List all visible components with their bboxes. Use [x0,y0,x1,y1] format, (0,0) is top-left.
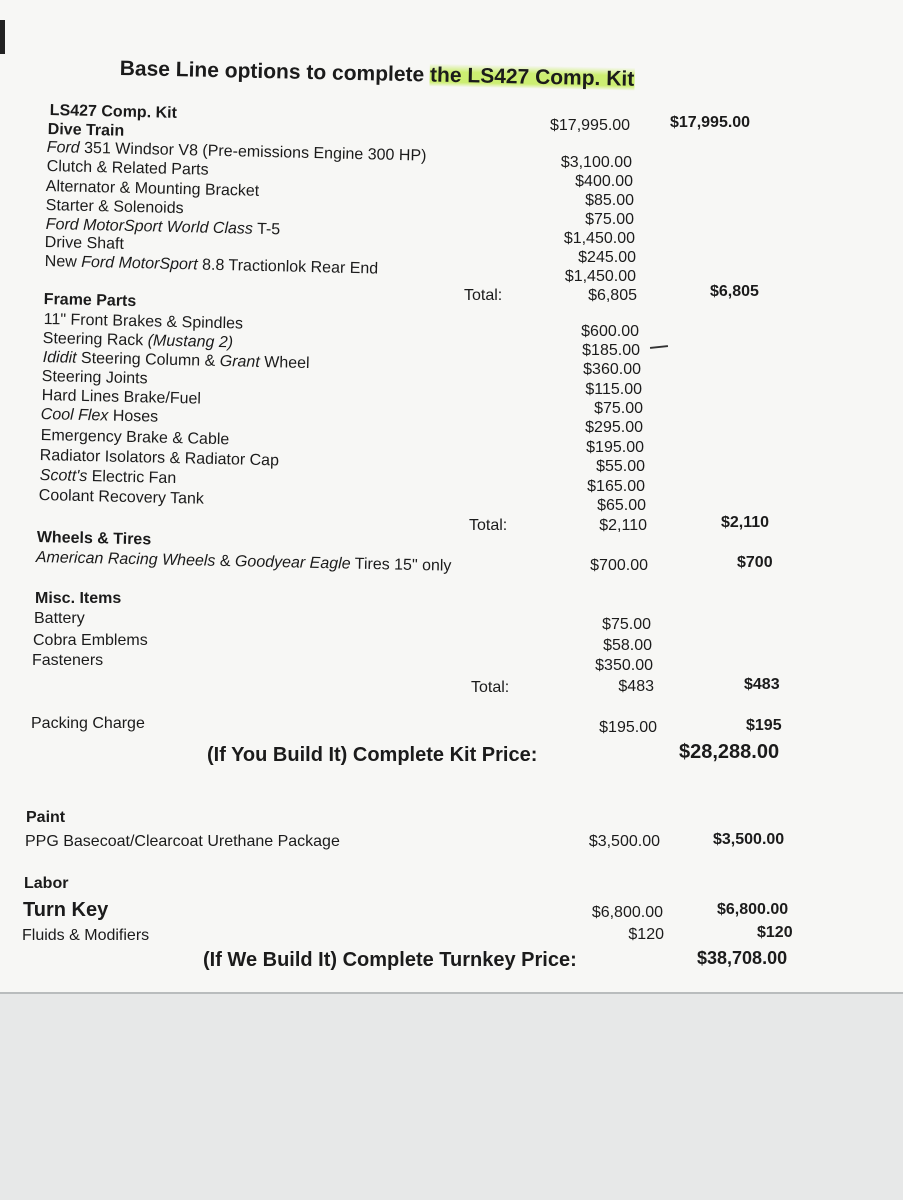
title-part-a: Base Line options to complete [119,56,425,87]
list-item: Ford 351 Windsor V8 (Pre-emissions Engine 300 HP) [46,138,427,165]
item-price: $185.00 [582,342,640,359]
item-price: $115.00 [585,381,642,398]
kit-total: $17,995.00 [670,114,751,131]
paint-heading: Paint [26,809,66,826]
item-price: $75.00 [594,400,643,417]
item-price: $600.00 [581,323,639,340]
list-item: Fasteners [32,652,104,669]
item-price: $360.00 [583,361,641,378]
section-total-right: $3,500.00 [713,831,785,848]
item-label-italic: Ididit [42,348,77,367]
item-price: $58.00 [603,637,652,654]
item-price: $55.00 [596,458,645,475]
page-title [119,56,634,93]
list-item: Hard Lines Brake/Fuel [41,386,202,408]
item-label-italic: (Mustang 2) [147,332,234,352]
drive-train-heading: Dive Train [47,120,125,140]
item-price: $120 [628,926,664,943]
edge-mark [0,20,5,54]
list-item: Starter & Solenoids [45,196,184,218]
list-item: New Ford MotorSport 8.8 Tractionlok Rear End [44,252,379,278]
total-label: Total: [469,517,508,534]
section-total: $483 [618,678,654,695]
title-highlighted: the LS427 Comp. Kit [429,63,635,91]
item-label: Wheel [264,354,310,373]
item-label: Hoses [112,407,159,426]
item-label: Steering Rack [42,329,144,350]
list-item: Fluids & Modifiers [22,927,150,944]
kit-price-value: $28,288.00 [679,741,780,763]
item-price: $1,450.00 [564,268,636,285]
list-item [41,405,159,427]
background-below-page [0,994,903,1200]
item-price: $85.00 [585,192,634,209]
packing-price: $195.00 [599,719,657,736]
list-item: Alternator & Mounting Bracket [45,177,260,200]
item-label: & [219,552,231,571]
list-item: Steering Joints [41,367,148,388]
item-price: $245.00 [578,249,636,266]
list-item: PPG Basecoat/Clearcoat Urethane Package [25,833,340,850]
item-price: $1,450.00 [563,230,635,247]
list-item [40,466,177,488]
item-price: $350.00 [595,657,653,674]
list-item: Clutch & Related Parts [46,157,209,179]
list-item: Ford MotorSport World Class T-5 [45,215,281,239]
section-total-right: $2,110 [721,514,770,531]
total-label: Total: [464,287,503,304]
item-price: $295.00 [585,419,643,436]
item-label: Electric Fan [91,468,177,488]
item-price: $6,800.00 [591,904,663,921]
item-label-italic: Goodyear Eagle [234,553,351,573]
section-total: $6,805 [588,287,637,304]
item-label-italic: Grant [219,353,260,371]
total-label: Total: [471,679,510,696]
item-price: $65.00 [597,497,646,514]
list-item: Coolant Recovery Tank [38,486,205,508]
list-item: Battery [34,610,85,627]
frame-parts-heading: Frame Parts [43,290,137,311]
list-item: Emergency Brake & Cable [40,426,230,449]
item-label-italic: American Racing Wheels [35,548,216,570]
section-total-right: $700 [737,554,773,571]
turnkey-price-label: (If We Build It) Complete Turnkey Price: [203,949,577,971]
list-item [36,548,452,576]
wheels-heading: Wheels & Tires [36,528,152,549]
list-item: Drive Shaft [44,233,125,253]
item-price: $400.00 [575,173,633,190]
pen-tick-mark [650,345,668,349]
kit-price-label: (If You Build It) Complete Kit Price: [207,744,538,766]
section-total: $2,110 [599,517,647,534]
kit-price: $17,995.00 [550,117,631,134]
item-price: $165.00 [587,478,645,495]
turn-key-label: Turn Key [23,899,109,921]
list-item: Radiator Isolators & Radiator Cap [39,446,280,470]
section-total-right: $483 [744,676,780,693]
list-item: Cobra Emblems [33,632,148,649]
item-price: $3,100.00 [560,154,632,171]
section-total-right: $120 [757,924,793,941]
item-label-italic: Scott's [39,466,88,486]
item-price: $75.00 [602,616,651,633]
item-label: Tires 15" only [354,555,452,575]
item-price: $195.00 [586,439,644,456]
item-price: $700.00 [590,557,648,574]
section-total-right: $6,805 [710,283,759,300]
item-label-italic: Cool Flex [40,405,109,425]
packing-label: Packing Charge [31,715,145,732]
labor-heading: Labor [24,875,69,892]
item-price: $3,500.00 [588,833,660,850]
item-price: $75.00 [585,211,634,228]
kit-name: LS427 Comp. Kit [49,101,178,122]
packing-total-right: $195 [746,717,782,734]
list-item: 11" Front Brakes & Spindles [43,310,244,333]
section-total-right: $6,800.00 [717,901,789,918]
misc-heading: Misc. Items [35,590,122,607]
turnkey-price-value: $38,708.00 [697,948,788,968]
item-label: Steering Column & [80,349,216,370]
